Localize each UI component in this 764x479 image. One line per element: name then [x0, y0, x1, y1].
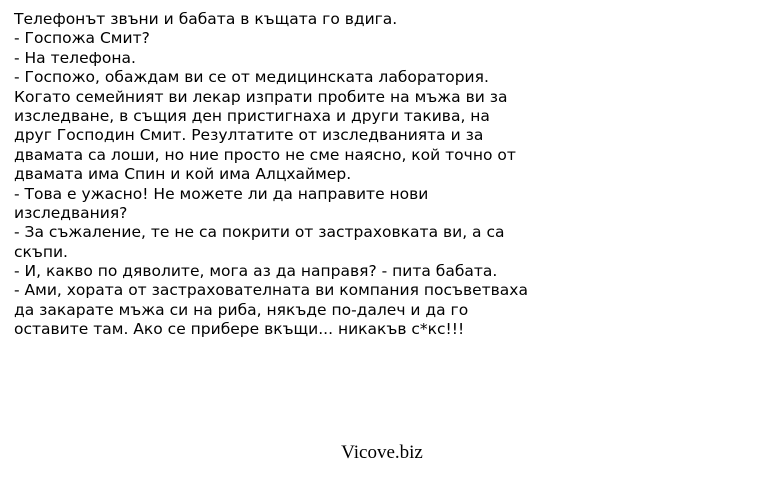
joke-line: Телефонът звъни и бабата в къщата го вдига.: [14, 10, 398, 28]
site-watermark: Vicove.biz: [341, 442, 423, 463]
joke-line: - И, какво по дяволите, мога аз да направя? - пита бабата.: [14, 262, 498, 281]
joke-line: друг Господин Смит. Резултатите от изследванията и за: [14, 126, 484, 145]
joke-line: - За съжаление, те не са покрити от застраховката ви, а са: [14, 223, 505, 242]
joke-line: да закарате мъжа си на риба, някъде по-далеч и да го: [14, 300, 469, 319]
joke-line: двамата са лоши, но ние просто не сме наясно, кой точно от: [14, 145, 516, 164]
joke-line: - На телефона.: [14, 48, 136, 67]
joke-line: двамата има Спин и кой има Алцхаймер.: [14, 165, 352, 184]
joke-text: [14, 10, 754, 340]
joke-line: - Госпожо, обаждам ви се от медицинската лаборатория.: [14, 68, 489, 87]
joke-line: скъпи.: [14, 242, 68, 261]
joke-line: Когато семейният ви лекар изпрати пробите на мъжа ви за: [14, 87, 508, 106]
joke-line: изследване, в същия ден пристигнаха и други такива, на: [14, 106, 490, 125]
joke-line: оставите там. Ако се прибере вкъщи... никакъв с*кс!!!: [14, 320, 465, 339]
joke-line: - Това е ужасно! Не можете ли да направите нови: [14, 184, 429, 203]
joke-line: изследвания?: [14, 203, 128, 222]
joke-line: - Ами, хората от застрахователната ви компания посъветваха: [14, 281, 528, 300]
joke-line: - Госпожа Смит?: [14, 29, 150, 48]
